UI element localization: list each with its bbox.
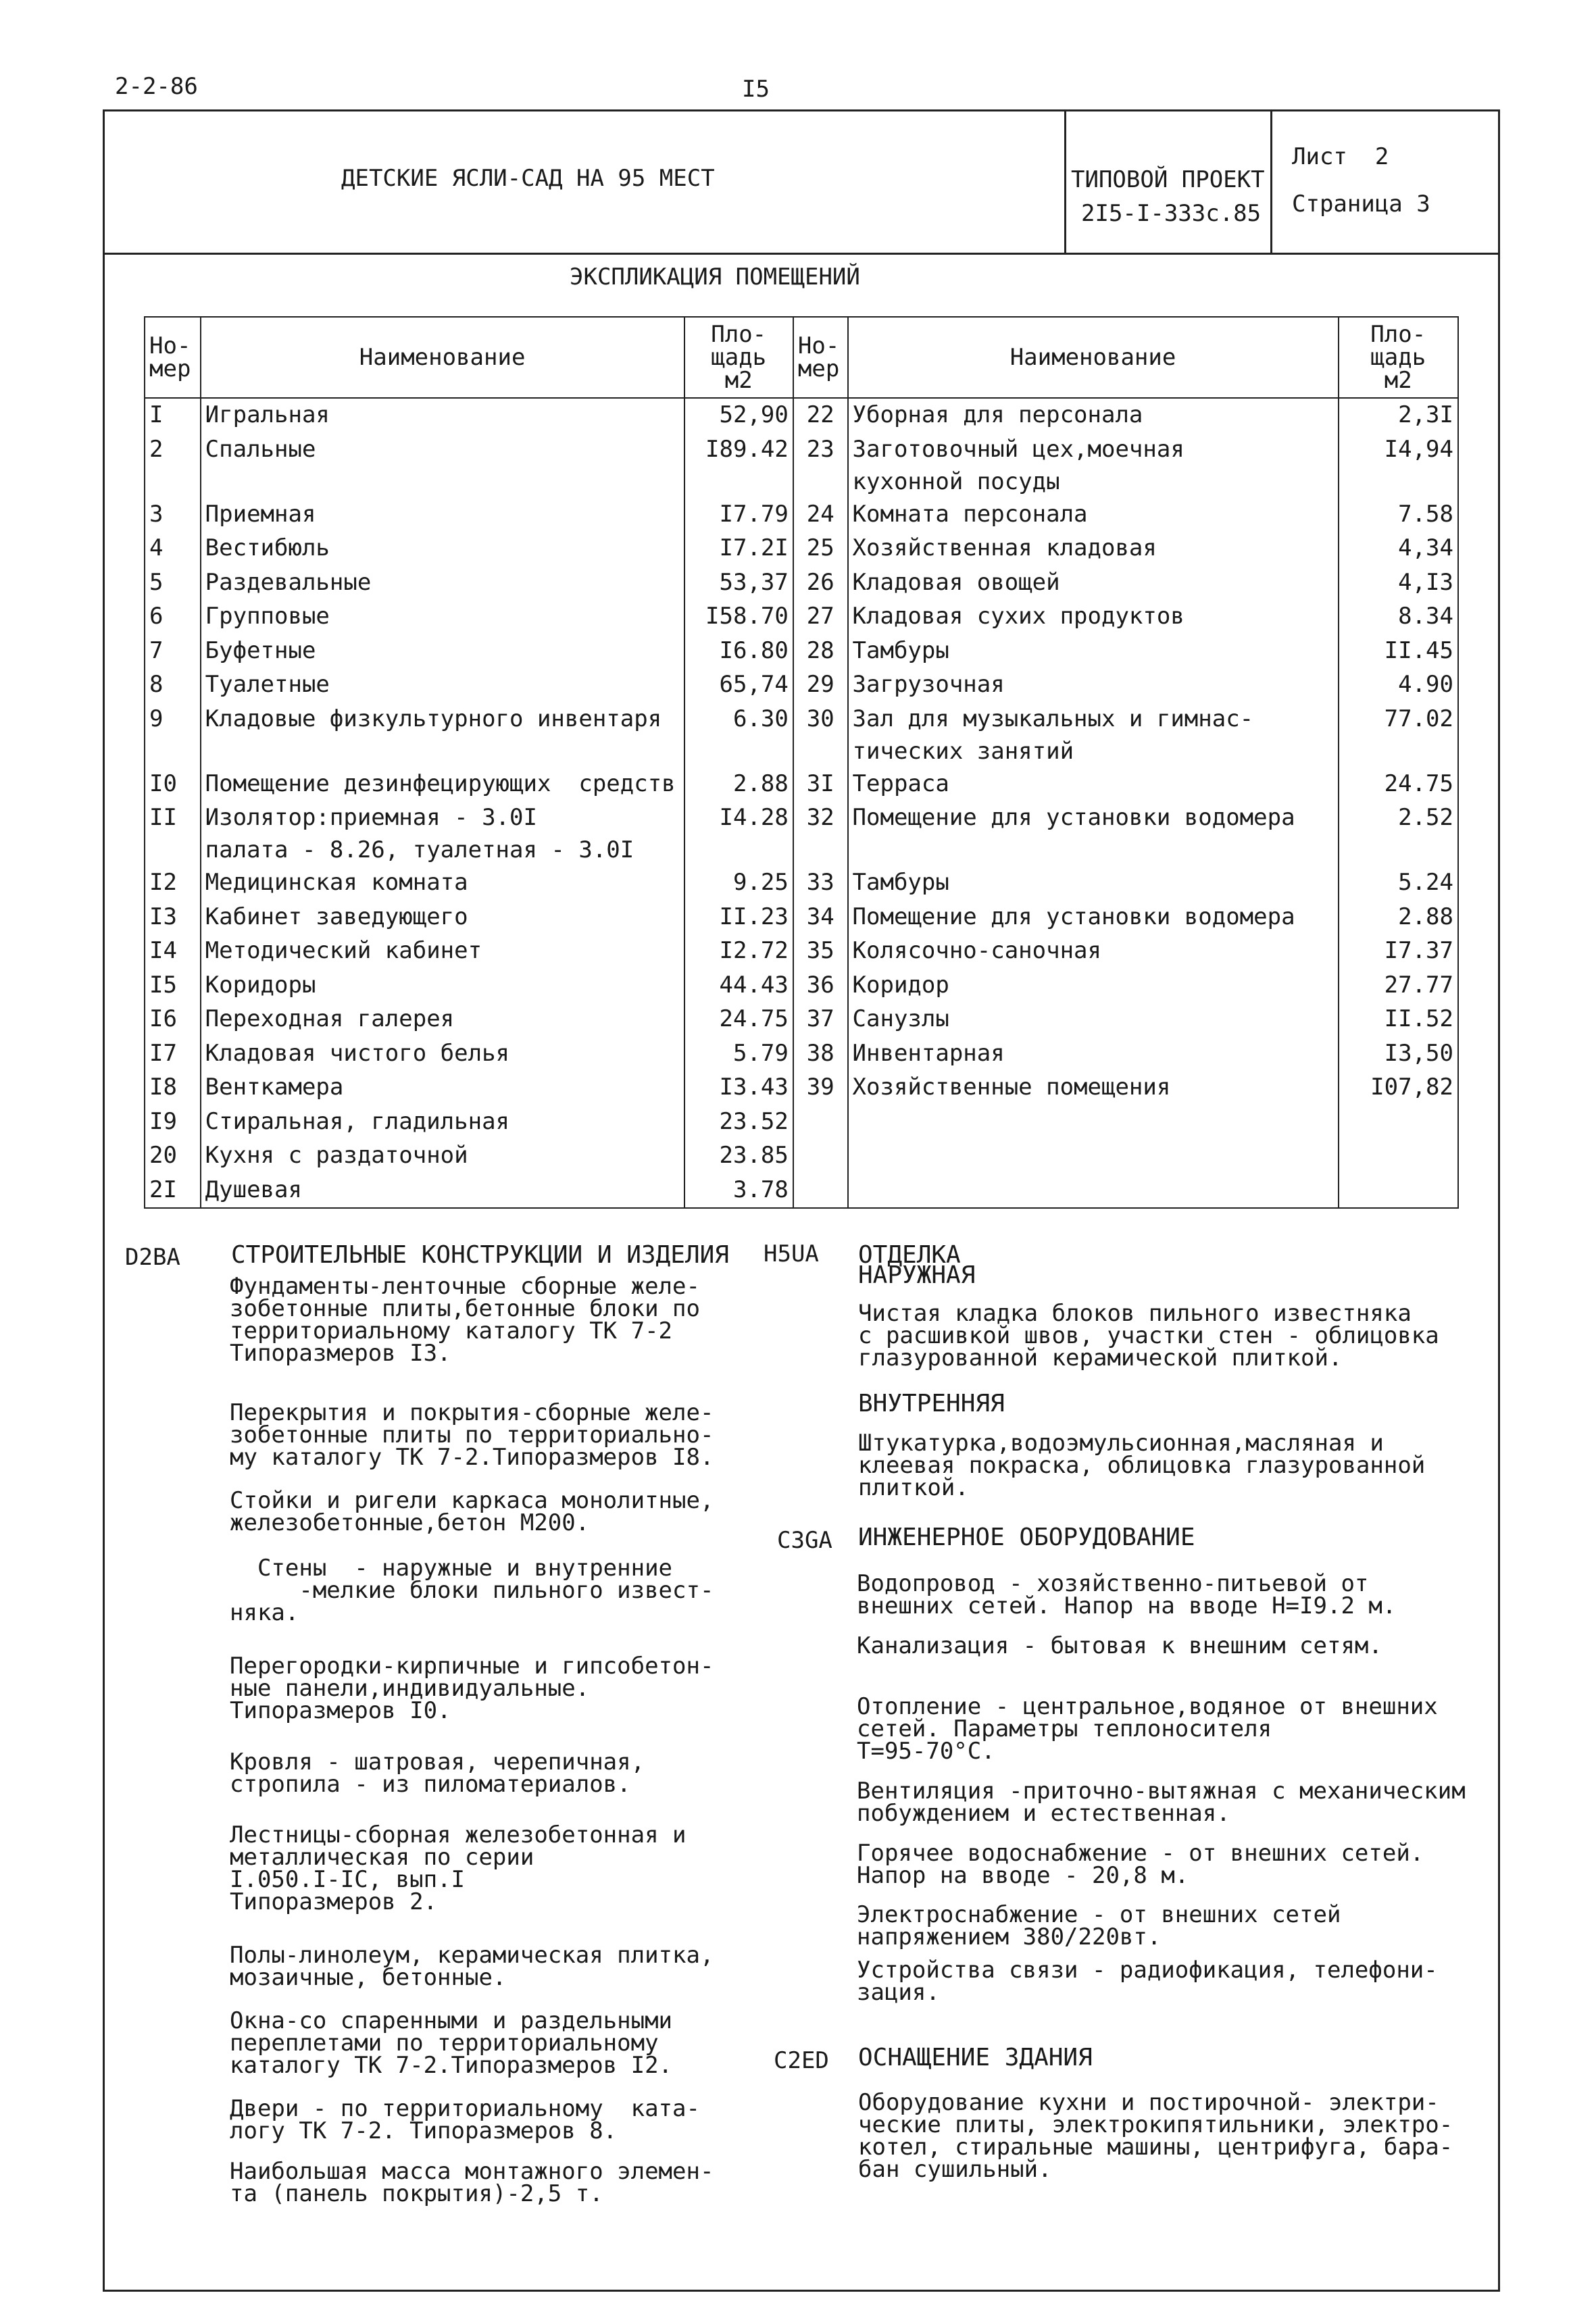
room-name: Коридор — [848, 969, 1339, 1003]
header-area: Пло- щадь м2 — [684, 317, 793, 398]
room-area: I7.37 — [1339, 934, 1459, 969]
room-number: I8 — [145, 1071, 201, 1105]
room-area: 5.24 — [1339, 866, 1459, 901]
room-number: 34 — [793, 901, 848, 935]
room-area: 4.90 — [1339, 668, 1459, 703]
room-number: 22 — [793, 398, 848, 433]
room-name: Колясочно-саночная — [848, 934, 1339, 969]
room-area: I6.80 — [684, 634, 793, 669]
room-name: Методический кабинет — [201, 934, 684, 969]
finish-code: H5UA — [764, 1240, 819, 1267]
room-number — [793, 1174, 848, 1209]
page-label: Страница 3 — [1292, 191, 1430, 218]
room-name: Кухня с раздаточной — [201, 1139, 684, 1174]
project-number: 2I5-I-333с.85 — [1081, 200, 1262, 227]
room-number: 3I — [793, 768, 848, 802]
table-row — [145, 498, 1458, 532]
room-name: Санузлы — [848, 1003, 1339, 1037]
header-number-2: Но- мер — [793, 317, 848, 398]
room-area: I07,82 — [1339, 1071, 1459, 1105]
engineering-paragraph: Канализация - бытовая к внешним сетям. — [857, 1632, 1382, 1659]
room-number: I — [145, 398, 201, 433]
project-label: ТИПОВОЙ ПРОЕКТ — [1071, 166, 1265, 193]
finish-outer-title: НАРУЖНАЯ — [858, 1261, 976, 1289]
room-number: 20 — [145, 1139, 201, 1174]
room-number: 39 — [793, 1071, 848, 1105]
room-number: 26 — [793, 566, 848, 601]
document-code: 2-2-86 — [115, 73, 198, 100]
room-name: Тамбуры — [848, 634, 1339, 669]
construction-paragraph: Окна-со спаренными и раздельными переплетами по территориальному каталогу ТК 7-2.Типоразмеров I2. — [230, 2007, 673, 2079]
room-area: 77.02 — [1339, 703, 1459, 768]
room-name: Зал для музыкальных и гимнас- тических занятий — [848, 703, 1339, 768]
room-name: Медицинская комната — [201, 866, 684, 901]
table-row — [145, 801, 1458, 866]
room-name: Комната персонала — [848, 498, 1339, 532]
table-row — [145, 600, 1458, 634]
room-number: 29 — [793, 668, 848, 703]
room-area: 27.77 — [1339, 969, 1459, 1003]
room-area: I4,94 — [1339, 433, 1459, 498]
table-row — [145, 934, 1458, 969]
table-row — [145, 398, 1458, 433]
room-number: 35 — [793, 934, 848, 969]
room-name: Душевая — [201, 1174, 684, 1209]
room-number: I0 — [145, 768, 201, 802]
room-area: 2,3I — [1339, 398, 1459, 433]
engineering-paragraph: Водопровод - хозяйственно-питьевой от внешних сетей. Напор на вводе Н=I9.2 м. — [857, 1570, 1397, 1619]
room-area: 7.58 — [1339, 498, 1459, 532]
room-number: 24 — [793, 498, 848, 532]
room-area: II.23 — [684, 901, 793, 935]
table-row — [145, 1003, 1458, 1037]
room-name: Тамбуры — [848, 866, 1339, 901]
room-name: Заготовочный цех,моечная кухонной посуды — [848, 433, 1339, 498]
room-area — [1339, 1139, 1459, 1174]
room-number: 8 — [145, 668, 201, 703]
room-area: 2.52 — [1339, 801, 1459, 866]
room-area: 23.85 — [684, 1139, 793, 1174]
room-name: Кладовые физкультурного инвентаря — [201, 703, 684, 768]
room-name: Вестибюль — [201, 532, 684, 566]
title-block-sep-1 — [1064, 109, 1066, 254]
room-number: 30 — [793, 703, 848, 768]
construction-paragraph: Стены - наружные и внутренние -мелкие блоки пильного извест- няка. — [230, 1555, 714, 1626]
room-name: Венткамера — [201, 1071, 684, 1105]
room-name: Помещение для установки водомера — [848, 801, 1339, 866]
room-number: 2I — [145, 1174, 201, 1209]
sheet-number: Лист 2 — [1292, 143, 1389, 170]
table-row — [145, 668, 1458, 703]
room-number: 23 — [793, 433, 848, 498]
construction-paragraph: Лестницы-сборная железобетонная и металлическая по серии I.050.I-IC, вып.I Типоразмеров 2. — [230, 1821, 687, 1915]
engineering-paragraph: Электроснабжение - от внешних сетей напряжением 380/220вт. — [857, 1901, 1341, 1951]
room-area: 44.43 — [684, 969, 793, 1003]
room-area: 23.52 — [684, 1105, 793, 1140]
construction-code: D2BA — [125, 1244, 180, 1271]
equipment-title: ОСНАЩЕНИЕ ЗДАНИЯ — [858, 2044, 1093, 2071]
room-area — [1339, 1105, 1459, 1140]
room-number: 2 — [145, 433, 201, 498]
room-area: 24.75 — [1339, 768, 1459, 802]
finish-inner-text: Штукатурка,водоэмульсионная,масляная и клеевая покраска, облицовка глазурованной плиткой. — [858, 1430, 1426, 1501]
room-area: I7.2I — [684, 532, 793, 566]
room-name: Хозяйственные помещения — [848, 1071, 1339, 1105]
room-name: Групповые — [201, 600, 684, 634]
table-row — [145, 768, 1458, 802]
table-row — [145, 969, 1458, 1003]
equipment-text: Оборудование кухни и постирочной- электри- ческие плиты, электрокипятильники, электро- котел, стиральные машины, центрифуга, бара- бан сушильный. — [858, 2089, 1453, 2183]
room-area: 8.34 — [1339, 600, 1459, 634]
room-name: Спальные — [201, 433, 684, 498]
room-area: 4,I3 — [1339, 566, 1459, 601]
room-area: II.52 — [1339, 1003, 1459, 1037]
room-area: 4,34 — [1339, 532, 1459, 566]
room-number: 37 — [793, 1003, 848, 1037]
equipment-code: C2ED — [774, 2047, 829, 2074]
room-area — [1339, 1174, 1459, 1209]
room-number: II — [145, 801, 201, 866]
project-title: ДЕТСКИЕ ЯСЛИ-САД НА 95 МЕСТ — [341, 165, 715, 192]
room-name: Помещение для установки водомера — [848, 901, 1339, 935]
table-row — [145, 433, 1458, 498]
room-area: I7.79 — [684, 498, 793, 532]
room-number: 25 — [793, 532, 848, 566]
room-area: 52,90 — [684, 398, 793, 433]
table-row — [145, 866, 1458, 901]
room-area: I58.70 — [684, 600, 793, 634]
room-number: 7 — [145, 634, 201, 669]
room-name: Игральная — [201, 398, 684, 433]
room-name: Кабинет заведующего — [201, 901, 684, 935]
room-name: Стиральная, гладильная — [201, 1105, 684, 1140]
room-number: 27 — [793, 600, 848, 634]
construction-paragraph: Полы-линолеум, керамическая плитка, мозаичные, бетонные. — [230, 1942, 714, 1991]
engineering-paragraph: Горячее водоснабжение - от внешних сетей. Напор на вводе - 20,8 м. — [857, 1840, 1424, 1889]
table-row — [145, 1105, 1458, 1140]
table-header-row — [145, 317, 1458, 398]
construction-paragraph: Стойки и ригели каркаса монолитные, железобетонные,бетон М200. — [230, 1487, 714, 1536]
table-row — [145, 1071, 1458, 1105]
finish-inner-title: ВНУТРЕННЯЯ — [858, 1390, 1005, 1417]
room-name: Приемная — [201, 498, 684, 532]
engineering-paragraph: Вентиляция -приточно-вытяжная с механическим побуждением и естественная. — [857, 1778, 1466, 1827]
room-number: 32 — [793, 801, 848, 866]
room-name: Туалетные — [201, 668, 684, 703]
room-area: I89.42 — [684, 433, 793, 498]
room-name: Загрузочная — [848, 668, 1339, 703]
room-name: Кладовая чистого белья — [201, 1037, 684, 1072]
room-number: I2 — [145, 866, 201, 901]
construction-title: СТРОИТЕЛЬНЫЕ КОНСТРУКЦИИ И ИЗДЕЛИЯ — [231, 1241, 729, 1269]
room-number: 33 — [793, 866, 848, 901]
table-row — [145, 566, 1458, 601]
engineering-code: C3GA — [777, 1527, 832, 1554]
room-name: Уборная для персонала — [848, 398, 1339, 433]
engineering-paragraph: Отопление - центральное,водяное от внешних сетей. Параметры теплоносителя Т=95-70°С. — [857, 1693, 1438, 1765]
engineering-title: ИНЖЕНЕРНОЕ ОБОРУДОВАНИЕ — [858, 1524, 1195, 1551]
room-area: 5.79 — [684, 1037, 793, 1072]
construction-paragraph: Перегородки-кирпичные и гипсобетон- ные панели,индивидуальные. Типоразмеров I0. — [230, 1653, 714, 1724]
finish-title: ОТДЕЛКА — [858, 1241, 961, 1269]
room-area: 24.75 — [684, 1003, 793, 1037]
room-number — [793, 1105, 848, 1140]
room-name: Терраса — [848, 768, 1339, 802]
engineering-paragraph: Устройства связи - радиофикация, телефони- зация. — [857, 1957, 1438, 2006]
room-name: Кладовая сухих продуктов — [848, 600, 1339, 634]
room-name: Изолятор:приемная - 3.0I палата - 8.26, туалетная - 3.0I — [201, 801, 684, 866]
table-row — [145, 634, 1458, 669]
room-area: 53,37 — [684, 566, 793, 601]
construction-paragraph: Наибольшая масса монтажного элемен- та (панель покрытия)-2,5 т. — [230, 2158, 714, 2207]
header-name: Наименование — [201, 317, 684, 398]
finish-outer-text: Чистая кладка блоков пильного известняка с расшивкой швов, участки стен - облицовка глазурованной керамической плиткой. — [858, 1300, 1439, 1372]
room-number: I6 — [145, 1003, 201, 1037]
room-name: Раздевальные — [201, 566, 684, 601]
title-block-sep-2 — [1270, 109, 1272, 254]
construction-paragraph: Кровля - шатровая, черепичная, стропила - из пиломатериалов. — [230, 1749, 645, 1798]
room-area: I3,50 — [1339, 1037, 1459, 1072]
room-number: I3 — [145, 901, 201, 935]
table-row — [145, 1174, 1458, 1209]
table-row — [145, 1139, 1458, 1174]
room-number: 5 — [145, 566, 201, 601]
room-number: 28 — [793, 634, 848, 669]
room-area: 2.88 — [684, 768, 793, 802]
explication-table — [144, 316, 1459, 1209]
room-name: Хозяйственная кладовая — [848, 532, 1339, 566]
room-name: Инвентарная — [848, 1037, 1339, 1072]
room-number: 38 — [793, 1037, 848, 1072]
table-row — [145, 532, 1458, 566]
room-name — [848, 1105, 1339, 1140]
title-block-divider — [103, 253, 1500, 255]
page-number: I5 — [742, 76, 770, 103]
room-name: Кладовая овощей — [848, 566, 1339, 601]
header-number: Но- мер — [145, 317, 201, 398]
room-area: 2.88 — [1339, 901, 1459, 935]
room-number: I5 — [145, 969, 201, 1003]
header-name-2: Наименование — [848, 317, 1339, 398]
construction-paragraph: Двери - по территориальному ката- логу ТК 7-2. Типоразмеров 8. — [230, 2095, 700, 2144]
room-name: Коридоры — [201, 969, 684, 1003]
room-number: I9 — [145, 1105, 201, 1140]
room-number: 6 — [145, 600, 201, 634]
construction-paragraph: Фундаменты-ленточные сборные желе- зобетонные плиты,бетонные блоки по территориальному каталогу ТК 7-2 Типоразмеров I3. — [230, 1273, 700, 1367]
room-number: 36 — [793, 969, 848, 1003]
room-area: 65,74 — [684, 668, 793, 703]
table-row — [145, 901, 1458, 935]
room-number: I4 — [145, 934, 201, 969]
room-name — [848, 1174, 1339, 1209]
room-area: 6.30 — [684, 703, 793, 768]
room-name: Переходная галерея — [201, 1003, 684, 1037]
room-area: I3.43 — [684, 1071, 793, 1105]
room-area: 9.25 — [684, 866, 793, 901]
room-number: 4 — [145, 532, 201, 566]
explication-title: ЭКСПЛИКАЦИЯ ПОМЕЩЕНИЙ — [570, 263, 860, 291]
room-name: Буфетные — [201, 634, 684, 669]
construction-paragraph: Перекрытия и покрытия-сборные желе- зобетонные плиты по территориально- му каталогу ТК 7-2.Типоразмеров I8. — [230, 1399, 714, 1471]
room-area: II.45 — [1339, 634, 1459, 669]
room-number: 9 — [145, 703, 201, 768]
table-row — [145, 703, 1458, 768]
room-number — [793, 1139, 848, 1174]
room-number: I7 — [145, 1037, 201, 1072]
room-area: I2.72 — [684, 934, 793, 969]
room-name — [848, 1139, 1339, 1174]
explication-body — [145, 398, 1458, 1208]
header-area-2: Пло- щадь м2 — [1339, 317, 1459, 398]
room-name: Помещение дезинфецирующих средств — [201, 768, 684, 802]
room-area: I4.28 — [684, 801, 793, 866]
room-number: 3 — [145, 498, 201, 532]
room-area: 3.78 — [684, 1174, 793, 1209]
table-row — [145, 1037, 1458, 1072]
